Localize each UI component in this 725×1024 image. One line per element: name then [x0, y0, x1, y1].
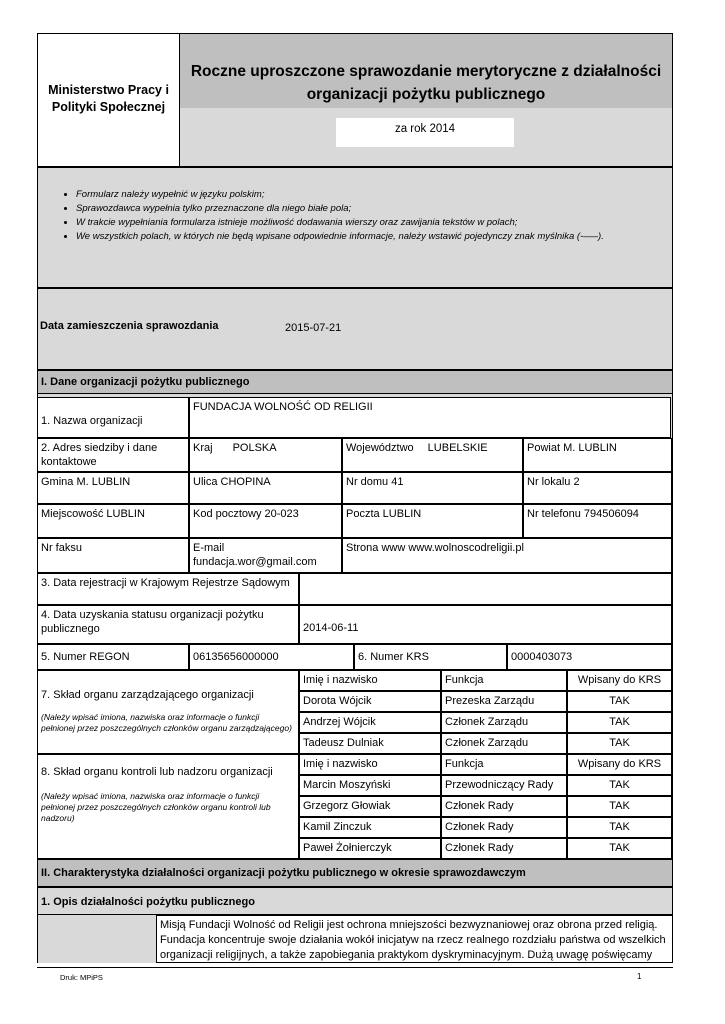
- phone-field[interactable]: [523, 504, 672, 538]
- commune-value: Gmina M. LUBLIN: [41, 476, 131, 488]
- board-member-function[interactable]: [441, 691, 567, 712]
- activity-description-title: [37, 887, 673, 915]
- section-1-title-text: I. Dane organizacji pożytku publicznego: [41, 376, 250, 388]
- house-number-field[interactable]: [342, 472, 523, 504]
- city-field[interactable]: [37, 504, 189, 538]
- county-value: Powiat M. LUBLIN: [527, 442, 617, 454]
- country-value: POLSKA: [232, 442, 277, 454]
- activity-description-text: Misją Fundacji Wolność od Religii jest ochrona mniejszości bezwyznaniowej oraz obrona przed religią. Fundacja koncentruje swoje działania wokół inicjatyw na rzecz realnego rozdziału państwa od wszelkich organizacji religijnych, a także zapobiegania praktykom dyskryminacyjnym. Dużą uwagę poświęcamy: [160, 919, 666, 961]
- country-label: Kraj: [193, 442, 213, 454]
- supervisory-member-name-text: Grzegorz Głowiak: [303, 800, 391, 812]
- unit-number-field[interactable]: [523, 472, 672, 504]
- board-member-krs[interactable]: [567, 712, 672, 733]
- email-label: E-mail: [193, 542, 225, 554]
- supervisory-member-function[interactable]: [441, 817, 567, 838]
- section-1-title: [37, 370, 673, 394]
- activity-left-gutter: [37, 915, 156, 963]
- board-member-function-text: Członek Zarządu: [445, 737, 529, 749]
- supervisory-member-function[interactable]: [441, 838, 567, 859]
- section-2-title: [37, 859, 673, 887]
- supervisory-member-name-text: Kamil Zinczuk: [303, 821, 372, 833]
- activity-description-title-text: 1. Opis działalności pożytku publicznego: [41, 896, 255, 908]
- board-header-name-text: Imię i nazwisko: [303, 674, 378, 686]
- org-name-value: FUNDACJA WOLNOŚĆ OD RELIGII: [193, 401, 373, 413]
- instruction-item: • Sprawozdawca wypełnia tylko przeznaczone dla niego białe pola;: [76, 202, 666, 216]
- supervisory-member-name[interactable]: [299, 775, 441, 796]
- board-header-krs-text: Wpisany do KRS: [577, 674, 662, 686]
- supervisory-member-name-text: Marcin Moszyński: [303, 779, 391, 791]
- footer-rule: [37, 967, 673, 968]
- supervisory-member-krs-text: TAK: [609, 800, 630, 812]
- supervisory-member-krs[interactable]: [567, 796, 672, 817]
- board-member-function-text: Członek Zarządu: [445, 716, 529, 728]
- board-member-krs-text: TAK: [609, 737, 630, 749]
- opp-status-label: [37, 605, 299, 644]
- board-header-name: [299, 670, 441, 691]
- board-header-krs: [567, 670, 672, 691]
- postal-code-value: Kod pocztowy 20-023: [193, 508, 299, 520]
- opp-status-field[interactable]: [299, 605, 672, 644]
- email-field[interactable]: [189, 538, 342, 573]
- regon-value: 06135656000000: [193, 651, 279, 663]
- board-member-name-text: Andrzej Wójcik: [303, 716, 376, 728]
- board-member-name[interactable]: [299, 712, 441, 733]
- instructions-box: [37, 167, 673, 288]
- org-name-field[interactable]: [189, 397, 671, 438]
- report-title: Roczne uproszczone sprawozdanie merytoryczne z działalności organizacji pożytku publicznego: [190, 63, 662, 103]
- postal-code-field[interactable]: [189, 504, 342, 538]
- supervisory-member-function-text: Członek Rady: [445, 821, 514, 833]
- board-label: 7. Skład organu zarządzającego organizacji: [41, 689, 254, 701]
- board-note: (Należy wpisać imiona, nazwiska oraz informacje o funkcji pełnionej przez poszczególnych członków organu zarządzającego): [41, 712, 292, 733]
- board-member-name-text: Dorota Wójcik: [303, 695, 372, 707]
- website-field[interactable]: [342, 538, 672, 573]
- post-office-value: Poczta LUBLIN: [346, 508, 422, 520]
- unit-number-value: Nr lokalu 2: [527, 476, 580, 488]
- supervisory-label: 8. Skład organu kontroli lub nadzoru organizacji: [41, 766, 273, 778]
- krs-registration-field[interactable]: [299, 573, 672, 605]
- address-label-text: 2. Adres siedziby i dane kontaktowe: [41, 442, 158, 468]
- submission-label: Data zamieszczenia sprawozdania: [40, 320, 219, 332]
- board-member-function[interactable]: [441, 733, 567, 754]
- supervisory-member-krs-text: TAK: [609, 779, 630, 791]
- website-value: Strona www www.wolnoscodreligii.pl: [346, 542, 524, 554]
- supervisory-member-krs-text: TAK: [609, 821, 630, 833]
- regon-label-text: 5. Numer REGON: [41, 651, 130, 663]
- email-value: fundacja.wor@gmail.com: [193, 556, 317, 568]
- fax-label: Nr faksu: [41, 542, 82, 554]
- supervisory-member-krs[interactable]: [567, 838, 672, 859]
- supervisory-member-krs[interactable]: [567, 817, 672, 838]
- supervisory-member-krs[interactable]: [567, 775, 672, 796]
- supervisory-member-name[interactable]: [299, 838, 441, 859]
- board-member-krs-text: TAK: [609, 695, 630, 707]
- board-member-function-text: Prezeska Zarządu: [445, 695, 535, 707]
- board-member-name[interactable]: [299, 733, 441, 754]
- supervisory-header-function: [441, 754, 567, 775]
- krs-number-label: [354, 644, 507, 670]
- board-header-function-text: Funkcja: [445, 674, 484, 686]
- supervisory-header-name: [299, 754, 441, 775]
- year-field[interactable]: za rok 2014: [336, 118, 514, 147]
- supervisory-note: (Należy wpisać imiona, nazwiska oraz informacje o funkcji pełnionej przez poszczególnych członków organu kontroli lub nadzoru): [41, 791, 271, 823]
- street-field[interactable]: [189, 472, 342, 504]
- post-office-field[interactable]: [342, 504, 523, 538]
- supervisory-member-name-text: Paweł Żołnierczyk: [303, 842, 392, 854]
- krs-number-field[interactable]: [507, 644, 672, 670]
- supervisory-label-cell: [37, 754, 299, 859]
- house-number-value: Nr domu 41: [346, 476, 404, 488]
- county-field[interactable]: [523, 438, 672, 472]
- supervisory-member-function[interactable]: [441, 796, 567, 817]
- supervisory-member-function-text: Członek Rady: [445, 842, 514, 854]
- supervisory-header-function-text: Funkcja: [445, 758, 484, 770]
- board-member-krs[interactable]: [567, 733, 672, 754]
- city-value: Miejscowość LUBLIN: [41, 508, 145, 520]
- street-value: Ulica CHOPINA: [193, 476, 271, 488]
- phone-value: Nr telefonu 794506094: [527, 508, 639, 520]
- ministry-name: Ministerstwo Pracy i Polityki Społecznej: [48, 83, 169, 114]
- instruction-item: • Formularz należy wypełnić w języku polskim;: [76, 188, 666, 202]
- voivodeship-label: Województwo: [346, 442, 414, 454]
- opp-status-value: 2014-06-11: [303, 622, 359, 634]
- opp-status-label-text: 4. Data uzyskania statusu organizacji pożytku publicznego: [41, 609, 264, 635]
- voivodeship-field[interactable]: [342, 438, 523, 472]
- board-label-cell: [37, 670, 299, 754]
- address-label: [37, 438, 189, 472]
- regon-field[interactable]: [189, 644, 354, 670]
- krs-number-value: 0000403073: [511, 651, 573, 663]
- regon-label: [37, 644, 189, 670]
- footer-print: Druk: MPiPS: [60, 973, 103, 982]
- krs-registration-label: [37, 573, 299, 605]
- board-member-krs[interactable]: [567, 691, 672, 712]
- instruction-item: • We wszystkich polach, w których nie będą wpisane odpowiednie informacje, należy wstawić pojedynczy znak myślnika (-–—).: [76, 230, 666, 244]
- supervisory-header-name-text: Imię i nazwisko: [303, 758, 378, 770]
- activity-description-field[interactable]: [156, 915, 673, 963]
- supervisory-member-function[interactable]: [441, 775, 567, 796]
- board-member-name[interactable]: [299, 691, 441, 712]
- krs-registration-label-text: 3. Data rejestracji w Krajowym Rejestrze Sądowym: [41, 577, 290, 589]
- submission-date[interactable]: 2015-07-21: [285, 322, 342, 334]
- board-header-function: [441, 670, 567, 691]
- fax-field[interactable]: [37, 538, 189, 573]
- instruction-item: • W trakcie wypełniania formularza istnieje możliwość dodawania wierszy oraz zawijania tekstów w polach;: [76, 216, 666, 230]
- supervisory-member-function-text: Członek Rady: [445, 800, 514, 812]
- section-2-title-text: II. Charakterystyka działalności organizacji pożytku publicznego w okresie sprawozdawczym: [41, 867, 526, 879]
- board-member-name-text: Tadeusz Dulniak: [303, 737, 384, 749]
- supervisory-header-krs-text: Wpisany do KRS: [577, 758, 662, 770]
- country-field[interactable]: [189, 438, 342, 472]
- commune-field[interactable]: [37, 472, 189, 504]
- board-member-krs-text: TAK: [609, 716, 630, 728]
- supervisory-member-function-text: Przewodniczący Rady: [445, 779, 554, 791]
- supervisory-header-krs: [567, 754, 672, 775]
- supervisory-member-krs-text: TAK: [609, 842, 630, 854]
- board-member-function[interactable]: [441, 712, 567, 733]
- krs-number-label-text: 6. Numer KRS: [358, 651, 429, 663]
- voivodeship-value: LUBELSKIE: [427, 442, 488, 454]
- page-number: 1: [637, 972, 642, 981]
- org-name-label-text: 1. Nazwa organizacji: [41, 415, 143, 427]
- supervisory-member-name[interactable]: [299, 796, 441, 817]
- org-name-label: [37, 397, 189, 438]
- supervisory-member-name[interactable]: [299, 817, 441, 838]
